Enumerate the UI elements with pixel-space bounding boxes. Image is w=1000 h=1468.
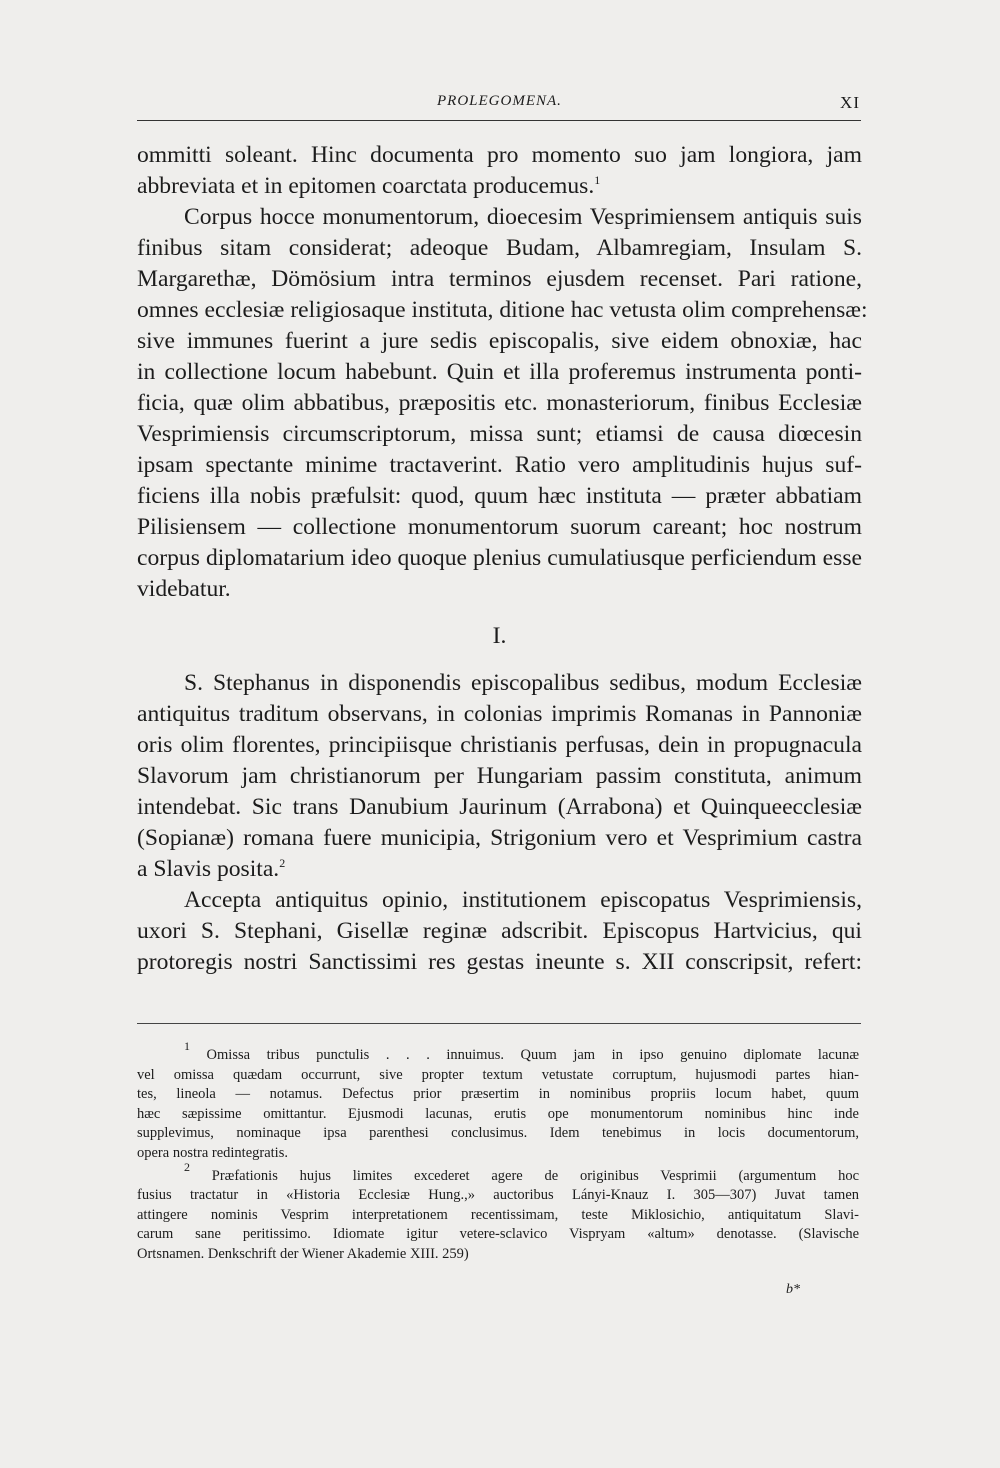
section-heading: I. (492, 623, 507, 649)
text-line: Pilisiensem — collectione monumentorum suorum careant; hoc nostrum (137, 514, 862, 540)
text-line: ommitti soleant. Hinc documenta pro momento suo jam longiora, jam (137, 142, 862, 168)
paragraph-3 (137, 668, 862, 885)
text-line: sive immunes fuerint a jure sedis episcopalis, sive eidem obnoxiæ, hac (137, 328, 862, 354)
footnote-line: tes, lineola — notamus. Defectus prior præsertim in nominibus propriis locum habet, quum (137, 1086, 859, 1103)
footnote-line: carum sane peritissimo. Idiomate igitur vetere-sclavico Vispryam «altum» denotasse. (Slavische (137, 1226, 859, 1243)
main-text (137, 140, 868, 978)
footnote-marker: 2 (184, 1159, 190, 1174)
footnote-line (137, 1039, 859, 1066)
text-line: Slavorum jam christianorum per Hungariam passim constituta, animum (137, 763, 862, 789)
footnote-line: fusius tractatur in «Historia Ecclesiæ Hung.,» auctoribus Lányi-Knauz I. 305—307) Juvat tamen (137, 1187, 859, 1204)
running-head-title: PROLEGOMENA. (437, 93, 562, 109)
text-line: ipsam spectante minime tractaverint. Ratio vero amplitudinis hujus suf- (137, 452, 862, 478)
text-line-content: abbreviata et in epitomen coarctata producemus. (137, 173, 595, 199)
footnote-rule (137, 1023, 861, 1024)
footnote-ref: 1 (594, 173, 601, 187)
text-line: videbatur. (137, 576, 231, 602)
text-line (137, 171, 862, 202)
text-line: S. Stephanus in disponendis episcopalibus sedibus, modum Ecclesiæ (184, 670, 862, 696)
text-line-content: a Slavis posita. (137, 856, 280, 882)
footnotes (137, 1039, 860, 1265)
text-line: Vesprimiensis circumscriptorum, missa sunt; etiamsi de causa diœcesin (137, 421, 862, 447)
footnote-line-content: Omissa tribus punctulis . . . innuimus. Quum jam in ipso genuino diplomate lacunæ (206, 1047, 859, 1063)
footnote-line: opera nostra redintegratis. (137, 1144, 288, 1161)
text-line: Margarethæ, Dömösium intra terminos ejusdem recenset. Pari ratione, (137, 266, 862, 292)
signature-mark: b* (786, 1282, 800, 1297)
header-rule (137, 120, 861, 121)
text-line: Accepta antiquitus opinio, institutionem episcopatus Vesprimiensis, (184, 887, 862, 913)
text-line: ficia, quæ olim abbatibus, præpositis etc. monasteriorum, finibus Ecclesiæ (137, 390, 862, 416)
page-number: XI (840, 93, 860, 112)
footnote-line: attingere nominis Vesprim interpretationem recentissimam, teste Miklosichio, antiquitatum Slavi- (137, 1206, 859, 1223)
text-line: in collectione locum habebunt. Quin et illa proferemus instrumenta ponti- (137, 359, 862, 385)
text-line: (Sopianæ) romana fuere municipia, Strigonium vero et Vesprimium castra (137, 825, 862, 851)
footnote-line-content: Præfationis hujus limites excederet agere de originibus Vesprimii (argumentum hoc (211, 1167, 860, 1184)
text-line: protoregis nostri Sanctissimi res gestas ineunte s. XII conscripsit, refert: (137, 949, 862, 975)
text-line: corpus diplomatarium ideo quoque plenius cumulatiusque perficiendum esse (137, 545, 862, 571)
text-line: oris olim florentes, principiisque christianis perfusas, dein in propugnacula (137, 732, 862, 758)
footnote-2 (137, 1159, 860, 1265)
footnote-line: Ortsnamen. Denkschrift der Wiener Akademie XIII. 259) (137, 1245, 469, 1262)
footnote-marker: 1 (184, 1039, 190, 1053)
footnote-ref: 2 (279, 856, 286, 870)
footnote-1 (137, 1039, 859, 1164)
text-line (137, 854, 862, 885)
paragraph-4 (137, 885, 862, 978)
text-line: antiquitus traditum observans, in colonias imprimis Romanas in Pannoniæ (137, 701, 862, 727)
text-line: finibus sitam considerat; adeoque Budam, Albamregiam, Insulam S. (137, 235, 862, 261)
paragraph-2 (137, 202, 868, 605)
footnote-line: hæc sæpissime omittantur. Ejusmodi lacunas, erutis ope monumentorum nominibus hinc inde (137, 1105, 859, 1122)
text-line: Corpus hocce monumentorum, dioecesim Vesprimiensem antiquis suis (184, 204, 862, 230)
text-line: intendebat. Sic trans Danubium Jaurinum (Arrabona) et Quinqueecclesiæ (137, 794, 862, 820)
paragraph-1 (137, 140, 862, 202)
footnote-line: supplevimus, nominaque ipsa parenthesi conclusimus. Idem tenebimus in locis documentorum, (137, 1125, 859, 1142)
text-line: uxori S. Stephani, Gisellæ reginæ adscribit. Episcopus Hartvicius, qui (137, 918, 862, 944)
footnote-line (137, 1159, 860, 1187)
footnote-line: vel omissa quædam occurrunt, sive propter textum vetustate corruptum, hujusmodi partes hian- (137, 1066, 859, 1083)
text-line: ficiens illa nobis præfulsit: quod, quum hæc instituta — præter abbatiam (137, 483, 862, 509)
text-line: omnes ecclesiæ religiosaque instituta, ditione hac vetusta olim comprehensæ: (137, 297, 868, 323)
running-head (137, 93, 862, 117)
